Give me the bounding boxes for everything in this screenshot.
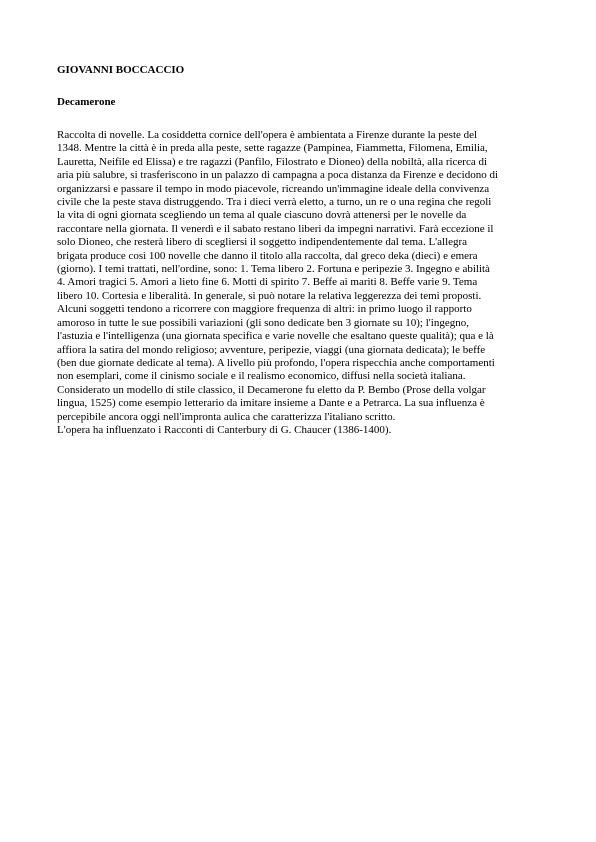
body-line: raccontare nella giornata. Il venerdì e il sabato restano liberi da impegni narrativi. Farà eccezione il [57, 222, 494, 235]
body-line: non esemplari, come il cinismo sociale e il realismo economico, diffusi nella società italiana. [57, 370, 466, 383]
body-line: percepibile ancora oggi nell'impronta aulica che caratterizza l'italiano scritto. [57, 410, 396, 423]
body-line: (ben due giornate dedicate al tema). A livello più profondo, l'opera rispecchia anche comportamenti [57, 356, 495, 369]
body-line: Lauretta, Neifile ed Elissa) e tre ragazzi (Panfilo, Filostrato e Dioneo) della nobiltà, alla ricerca di [57, 155, 488, 168]
body-line: amoroso in tutte le sue possibili variazioni (gli sono dedicate ben 3 giornate su 10); l'ingegno, [57, 316, 469, 329]
body-line: (giorno). I temi trattati, nell'ordine, sono: 1. Tema libero 2. Fortuna e peripezie 3. Ingegno e abilità [57, 263, 490, 276]
work-title: Decamerone [57, 96, 116, 108]
body-paragraph [57, 129, 547, 437]
body-line: solo Dioneo, che resterà libero di sceglìersi il soggetto indipendentemente dal tema. L'allegra [57, 236, 468, 249]
body-line: 4. Amori tragici 5. Amori a lieto fine 6. Motti di spirito 7. Beffe ai mariti 8. Beffe varie 9. Tema [57, 276, 478, 289]
author-heading: GIOVANNI BOCCACCIO [57, 64, 185, 76]
body-line: Alcuni soggetti tendono a ricorrere con maggiore frequenza di altri: in primo luogo il rapporto [57, 303, 472, 316]
body-line: aria più salubre, si trasferiscono in un palazzo di campagna a poca distanza da Firenze e decidono di [57, 169, 499, 182]
body-line: Raccolta di novelle. La cosiddetta cornice dell'opera è ambientata a Firenze durante la peste del [57, 129, 478, 141]
body-line: l'astuzia e l'intelligenza (una giornata specifica e varie novelle che esaltano queste qualità); qua e là [57, 330, 494, 343]
body-line: libero 10. Cortesia e liberalità. In generale, si può notare la relativa leggerezza dei temi proposti. [57, 289, 482, 302]
body-line: lingua, 1525) come esempio letterario da imitare insieme a Dante e a Petrarca. La sua influenza è [57, 397, 485, 410]
body-line: organizzarsi e passare il tempo in modo piacevole, ricreando un'immagine ideale della convivenza [57, 182, 490, 195]
body-line: affiora la satira del mondo religioso; avventure, peripezie, viaggi (una giornata dedicata); le beffe [57, 343, 486, 356]
body-line: 1348. Mentre la città è in preda alla peste, sette ragazze (Pampinea, Fiammetta, Filomena, Emilia, [57, 142, 488, 155]
body-line: la vita di ogni giornata scegliendo un tema al quale ciascuno dovrà attenersi per le novelle da [57, 209, 467, 222]
body-line: L'opera ha influenzato i Racconti di Canterbury di G. Chaucer (1386-1400). [57, 423, 392, 436]
body-line: brigata produce così 100 novelle che danno il titolo alla raccolta, dal greco deka (dieci) e emera [57, 249, 478, 262]
body-line: civile che la peste stava distruggendo. Tra i dieci verrà eletto, a turno, un re o una regina che regoli [57, 196, 492, 209]
body-line: Considerato un modello di stile classico, il Decamerone fu eletto da P. Bembo (Prose della volgar [57, 383, 486, 396]
document-page [57, 64, 547, 437]
